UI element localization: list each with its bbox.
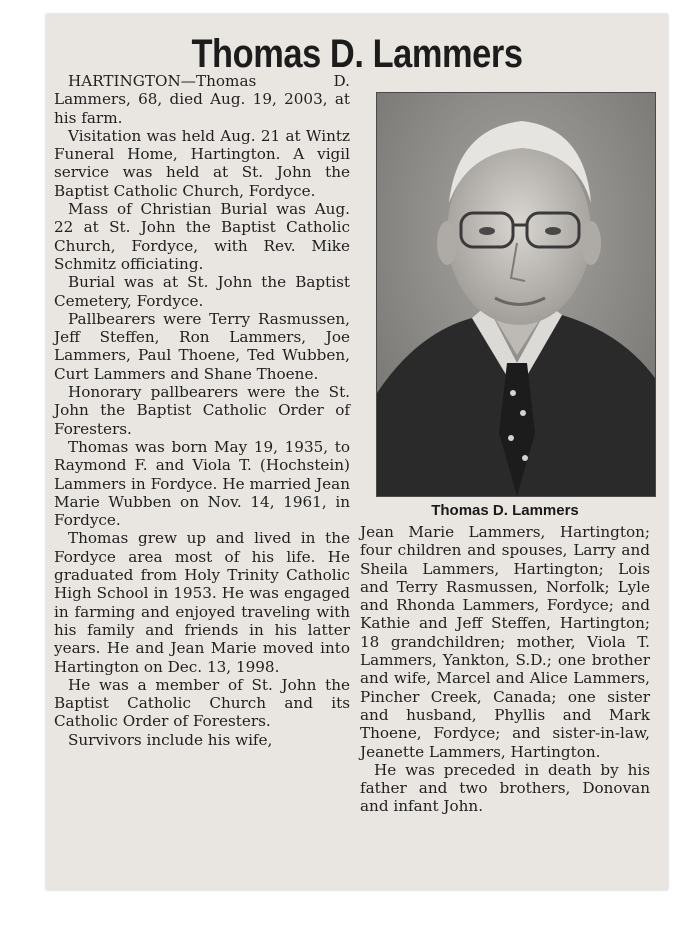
obituary-paragraph: Thomas grew up and lived in the Fordyce area most of his life. He graduated from Holy Trinity Catholic High School in 1953. He was engaged in farming and enjoyed traveling with his family and friends in his latter years. He and Jean Marie moved into Hartington on Dec. 13, 1998. xyxy=(54,529,350,676)
obituary-paragraph: Mass of Christian Burial was Aug. 22 at St. John the Baptist Catholic Church, Fordyce, with Rev. Mike Schmitz officiating. xyxy=(54,200,350,273)
obituary-paragraph: Burial was at St. John the Baptist Cemetery, Fordyce. xyxy=(54,273,350,310)
right-text-column xyxy=(360,523,650,816)
obituary-paragraph: Honorary pallbearers were the St. John the Baptist Catholic Order of Foresters. xyxy=(54,383,350,438)
obituary-paragraph: Thomas was born May 19, 1935, to Raymond F. and Viola T. (Hochstein) Lammers in Fordyce. He married Jean Marie Wubben on Nov. 14, 1961, in Fordyce. xyxy=(54,437,350,530)
obituary-paragraph: Pallbearers were Terry Rasmussen, Jeff Steffen, Ron Lammers, Joe Lammers, Paul Thoene, Ted Wubben, Curt Lammers and Shane Thoene. xyxy=(54,309,350,383)
obituary-paragraph: He was a member of St. John the Baptist Catholic Church and its Catholic Order of Foresters. xyxy=(54,675,350,731)
portrait-photo xyxy=(376,92,656,497)
left-text-column xyxy=(54,72,350,749)
photo-caption: Thomas D. Lammers xyxy=(431,502,579,519)
newspaper-clipping xyxy=(46,14,668,890)
obituary-paragraph: HARTINGTON—Thomas D. Lammers, 68, died Aug. 19, 2003, at his farm. xyxy=(54,72,350,127)
obituary-paragraph: Jean Marie Lammers, Hartington; four children and spouses, Larry and Sheila Lammers, Hartington; Lois and Terry Rasmussen, Norfolk; Lyle and Rhonda Lammers, Fordyce; and Kathie and Jeff Steffen, Hartington; 18 grandchildren; mother, Viola T. Lammers, Yankton, S.D.; one brother and wife, Marcel and Alice Lammers, Pincher Creek, Canada; one sister and husband, Phyllis and Mark Thoene, Fordyce; and sister-in-law, Jeanette Lammers, Hartington. xyxy=(360,523,650,761)
obituary-paragraph: Survivors include his wife, xyxy=(68,730,273,749)
obituary-paragraph: He was preceded in death by his father and two brothers, Donovan and infant John. xyxy=(360,760,650,816)
portrait-illustration xyxy=(377,93,655,496)
obituary-paragraph: Visitation was held Aug. 21 at Wintz Funeral Home, Hartington. A vigil service was held at St. John the Baptist Catholic Church, Fordyce. xyxy=(54,126,350,200)
obituary-headline: Thomas D. Lammers xyxy=(191,32,523,76)
